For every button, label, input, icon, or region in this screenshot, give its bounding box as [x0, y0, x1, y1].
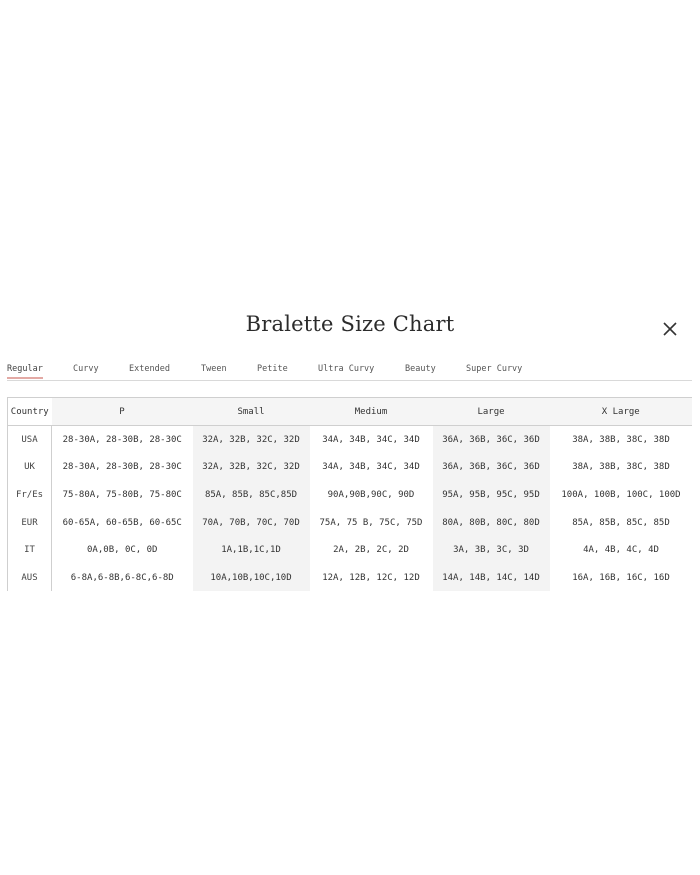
size-cell: 12A, 12B, 12C, 12D — [310, 564, 433, 591]
header-medium: Medium — [310, 398, 433, 426]
tab-curvy[interactable]: Curvy — [73, 364, 99, 374]
size-cell: 0A,0B, 0C, 0D — [52, 536, 193, 564]
table-row — [8, 426, 693, 454]
size-cell: 16A, 16B, 16C, 16D — [550, 564, 693, 591]
header-p: P — [52, 398, 193, 426]
size-cell: 28-30A, 28-30B, 28-30C — [52, 454, 193, 482]
size-cell: 4A, 4B, 4C, 4D — [550, 536, 693, 564]
size-cell: 75-80A, 75-80B, 75-80C — [52, 481, 193, 509]
close-icon — [659, 318, 681, 340]
size-table-container[interactable] — [7, 397, 692, 591]
country-cell: USA — [8, 426, 52, 454]
size-cell: 38A, 38B, 38C, 38D — [550, 454, 693, 482]
tab-beauty[interactable]: Beauty — [405, 364, 436, 374]
tab-extended[interactable]: Extended — [129, 364, 170, 374]
size-cell: 70A, 70B, 70C, 70D — [193, 509, 310, 537]
tab-ultra-curvy[interactable]: Ultra Curvy — [318, 364, 375, 374]
table-row — [8, 481, 693, 509]
size-cell: 38A, 38B, 38C, 38D — [550, 426, 693, 454]
size-cell: 3A, 3B, 3C, 3D — [433, 536, 550, 564]
close-button[interactable] — [659, 318, 681, 340]
table-row — [8, 454, 693, 482]
size-cell: 1A,1B,1C,1D — [193, 536, 310, 564]
tab-tween[interactable]: Tween — [201, 364, 227, 374]
header-country: Country — [8, 398, 52, 426]
tab-regular[interactable]: Regular — [7, 362, 43, 379]
tab-petite[interactable]: Petite — [257, 364, 288, 374]
size-cell: 100A, 100B, 100C, 100D — [550, 481, 693, 509]
size-cell: 85A, 85B, 85C, 85D — [550, 509, 693, 537]
header-large: Large — [433, 398, 550, 426]
header-x-large: X Large — [550, 398, 693, 426]
country-cell: Fr/Es — [8, 481, 52, 509]
size-cell: 32A, 32B, 32C, 32D — [193, 426, 310, 454]
size-cell: 6-8A,6-8B,6-8C,6-8D — [52, 564, 193, 591]
size-cell: 36A, 36B, 36C, 36D — [433, 454, 550, 482]
table-row — [8, 564, 693, 591]
size-cell: 60-65A, 60-65B, 60-65C — [52, 509, 193, 537]
size-cell: 10A,10B,10C,10D — [193, 564, 310, 591]
modal-title: Bralette Size Chart — [245, 312, 455, 336]
size-cell: 2A, 2B, 2C, 2D — [310, 536, 433, 564]
size-cell: 80A, 80B, 80C, 80D — [433, 509, 550, 537]
size-cell: 28-30A, 28-30B, 28-30C — [52, 426, 193, 454]
size-cell: 85A, 85B, 85C,85D — [193, 481, 310, 509]
country-cell: IT — [8, 536, 52, 564]
size-cell: 90A,90B,90C, 90D — [310, 481, 433, 509]
size-cell: 32A, 32B, 32C, 32D — [193, 454, 310, 482]
country-cell: EUR — [8, 509, 52, 537]
size-cell: 36A, 36B, 36C, 36D — [433, 426, 550, 454]
header-small: Small — [193, 398, 310, 426]
size-cell: 14A, 14B, 14C, 14D — [433, 564, 550, 591]
country-cell: AUS — [8, 564, 52, 591]
size-tabs — [7, 362, 692, 381]
tab-super-curvy[interactable]: Super Curvy — [466, 364, 523, 374]
size-table — [7, 397, 692, 591]
table-row — [8, 509, 693, 537]
size-cell: 34A, 34B, 34C, 34D — [310, 454, 433, 482]
country-cell: UK — [8, 454, 52, 482]
size-cell: 34A, 34B, 34C, 34D — [310, 426, 433, 454]
size-chart-modal — [0, 300, 700, 600]
table-row — [8, 536, 693, 564]
size-cell: 95A, 95B, 95C, 95D — [433, 481, 550, 509]
size-cell: 75A, 75 B, 75C, 75D — [310, 509, 433, 537]
table-header-row — [8, 398, 693, 426]
